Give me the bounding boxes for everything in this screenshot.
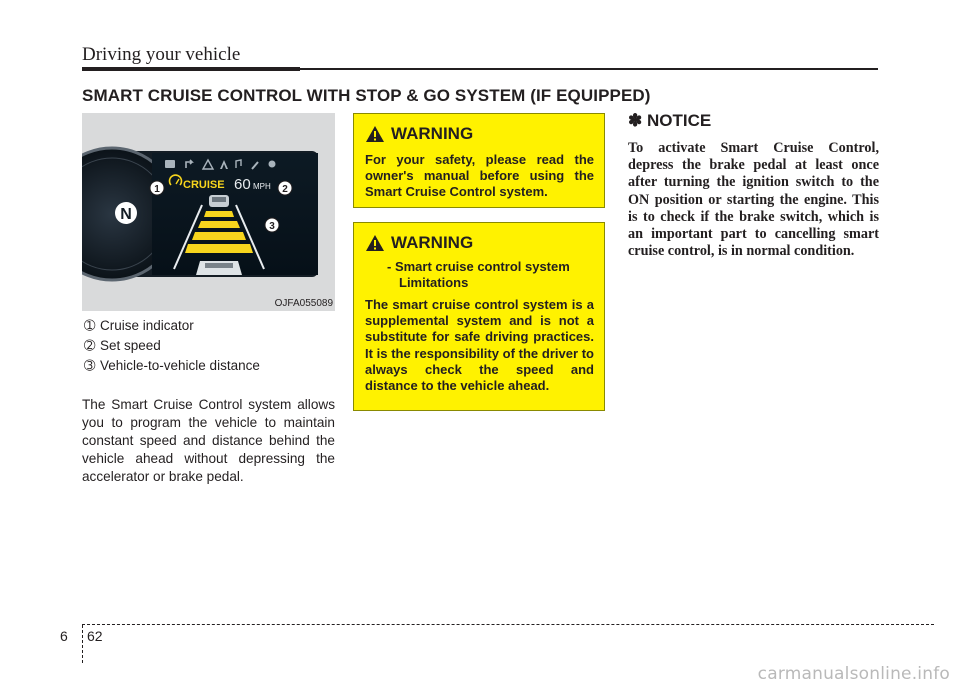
- center-display: [152, 153, 318, 275]
- legend-list: [84, 316, 340, 376]
- svg-text:2: 2: [282, 184, 288, 195]
- warning-title: WARNING: [391, 233, 474, 252]
- warning-triangle-icon: [365, 234, 385, 252]
- footer-rule: [82, 624, 934, 625]
- legend-number: ➀: [84, 318, 96, 333]
- set-speed-value: 60: [234, 176, 251, 193]
- section-title: SMART CRUISE CONTROL WITH STOP & GO SYSTEM (IF EQUIPPED): [82, 86, 651, 105]
- warning-triangle-icon: [365, 125, 385, 143]
- gear-letter: N: [120, 206, 132, 223]
- legend-number: ➂: [84, 358, 96, 373]
- notice-text: To activate Smart Cruise Control, depress the brake pedal at least once after turning the ignition switch to the ON position or starting the engine. This is to check if the brake switch, which is an important part to cancelling smart cruise control, is in normal condition.: [628, 140, 879, 260]
- legend-label: Cruise indicator: [100, 318, 194, 333]
- footer-divider: [82, 625, 83, 663]
- legend-number: ➁: [84, 338, 96, 353]
- footer-page-number: 62: [87, 628, 103, 644]
- body-paragraph: The Smart Cruise Control system allows you to program the vehicle to maintain constant speed and distance behind the vehicle ahead without depressing the accelerator or brake pedal.: [82, 397, 335, 484]
- lead-vehicle-icon: [209, 195, 229, 207]
- svg-text:1: 1: [154, 184, 160, 195]
- warning-text: The smart cruise control system is a supplemental system and is not a substitute for safe driving practices. It is the responsibility of the driver to always check the speed and distance to the vehicle ahead.: [365, 297, 594, 394]
- legend-label: Set speed: [100, 338, 161, 353]
- callout-2: [278, 181, 292, 195]
- callout-3: [265, 218, 279, 232]
- warning-title: WARNING: [391, 124, 474, 143]
- footer-chapter-number: 6: [60, 628, 68, 644]
- svg-text:3: 3: [269, 221, 275, 232]
- warning-header: [365, 231, 594, 255]
- own-vehicle-icon: [196, 261, 242, 275]
- legend-label: Vehicle-to-vehicle distance: [100, 358, 260, 373]
- cruise-text: CRUISE: [183, 179, 225, 191]
- legend-item: [84, 356, 340, 376]
- header-rule-thick: [82, 67, 300, 71]
- warning-box-2: [353, 222, 605, 411]
- notice-title: ✽ NOTICE: [628, 111, 712, 130]
- cluster-figure: [82, 113, 335, 311]
- legend-item: [84, 336, 340, 356]
- warning-subtitle: - Smart cruise control system Limitations: [387, 259, 570, 290]
- warning-box-1: [353, 113, 605, 208]
- warning-text: For your safety, please read the owner's manual before using the Smart Cruise Control system.: [365, 152, 594, 200]
- page-header-title: Driving your vehicle: [82, 44, 241, 65]
- cluster-illustration: [82, 113, 335, 311]
- header-rule-thin: [300, 68, 878, 70]
- watermark: carmanualsonline.info: [757, 664, 950, 684]
- warning-header: [365, 122, 594, 146]
- legend-item: [84, 316, 340, 336]
- callout-1: [150, 181, 164, 195]
- figure-code: OJFA055089: [274, 298, 333, 309]
- set-speed-unit: MPH: [253, 182, 271, 191]
